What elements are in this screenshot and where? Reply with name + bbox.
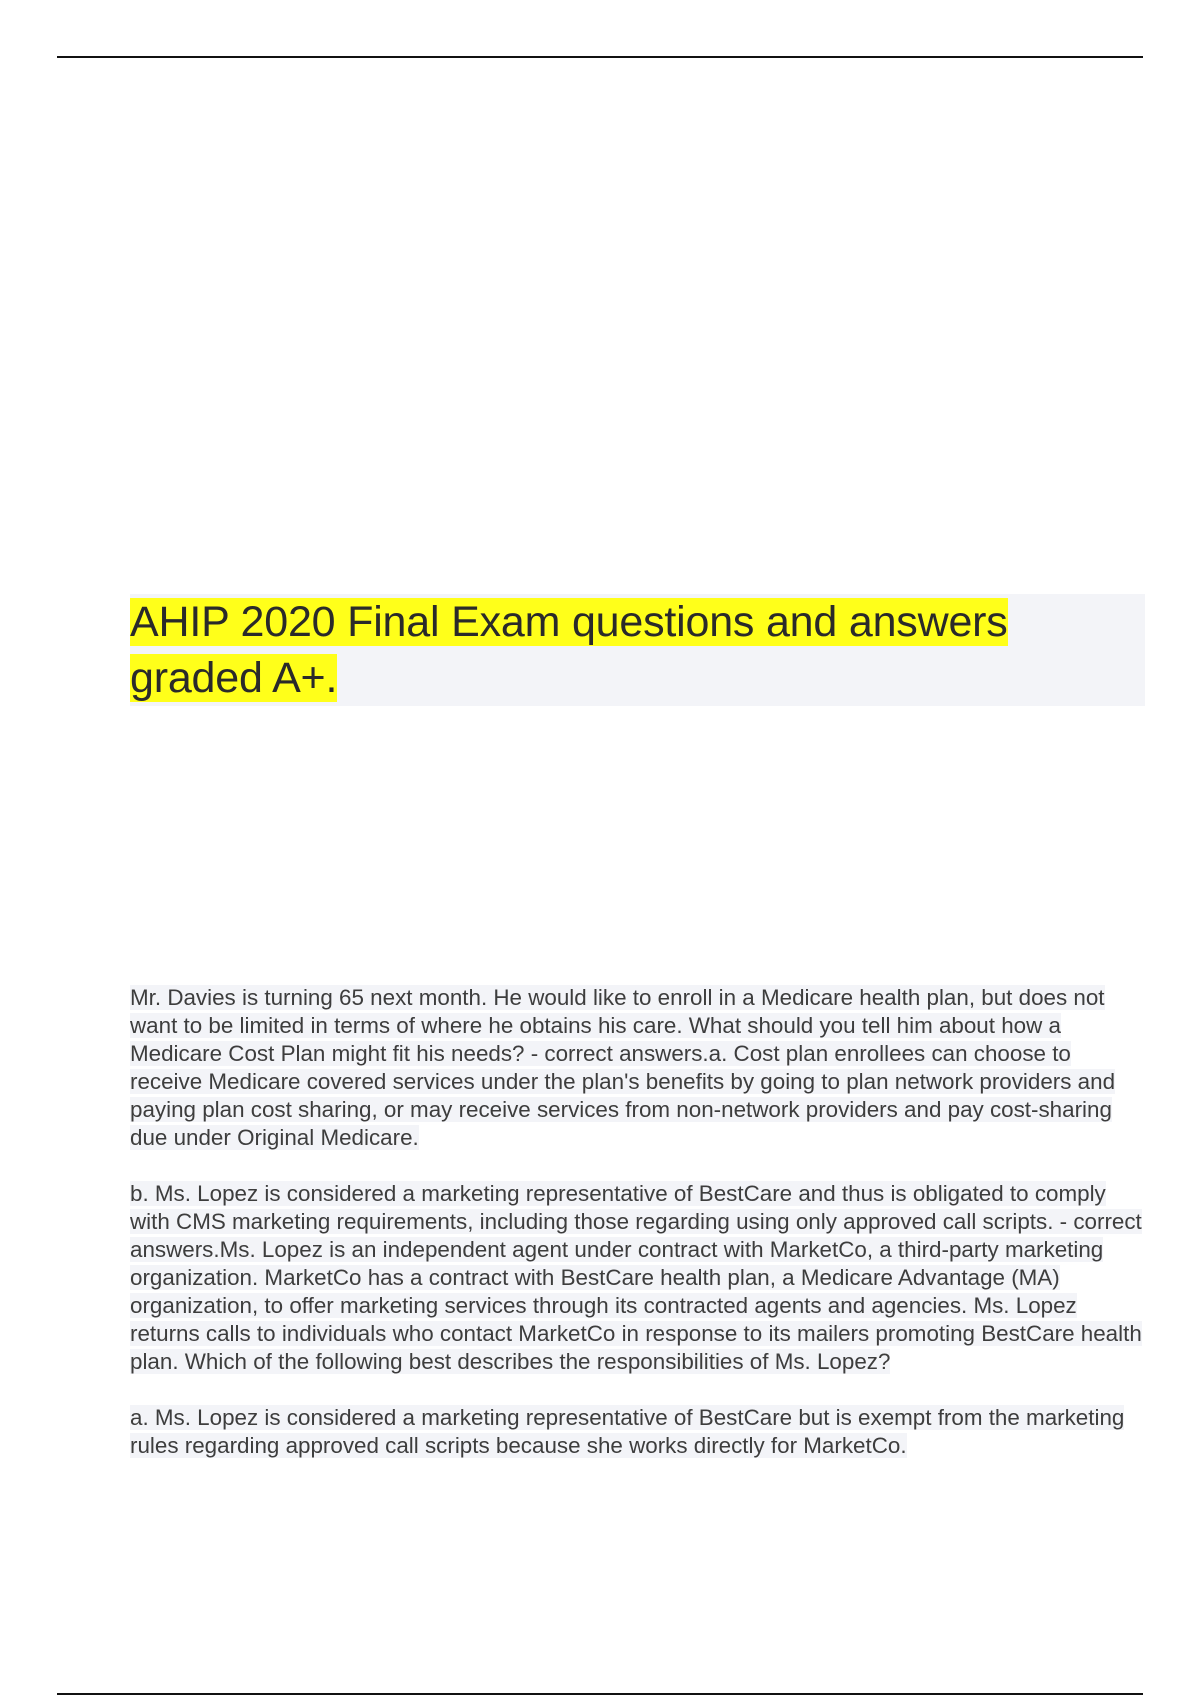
- document-title: [130, 594, 1145, 706]
- document-body: [130, 984, 1145, 1488]
- paragraph-1-text: Mr. Davies is turning 65 next month. He would like to enroll in a Medicare health plan, but does not want to be limited in terms of where he obtains his care. What should you tell him about how a Medicare Cost Plan might fit his needs? - correct answers.a. Cost plan enrollees can choose to receive Medicare covered services under the plan's benefits by going to plan network providers and paying plan cost sharing, or may receive services from non-network providers and pay cost-sharing due under Original Medicare.: [130, 985, 1116, 1150]
- title-block: [130, 594, 1145, 706]
- top-rule: [57, 56, 1143, 58]
- paragraph-3-text: a. Ms. Lopez is considered a marketing representative of BestCare but is exempt from the marketing rules regarding approved call scripts because she works directly for MarketCo.: [130, 1405, 1125, 1458]
- bottom-rule: [57, 1693, 1143, 1695]
- paragraph-2: [130, 1180, 1145, 1376]
- title-highlight: AHIP 2020 Final Exam questions and answers graded A+.: [130, 598, 1008, 702]
- paragraph-1: [130, 984, 1145, 1152]
- paragraph-2-text: b. Ms. Lopez is considered a marketing representative of BestCare and thus is obligated to comply with CMS marketing requirements, including those regarding using only approved call scripts. - correct answers.Ms. Lopez is an independent agent under contract with MarketCo, a third-party marketing organization. MarketCo has a contract with BestCare health plan, a Medicare Advantage (MA) organization, to offer marketing services through its contracted agents and agencies. Ms. Lopez returns calls to individuals who contact MarketCo in response to its mailers promoting BestCare health plan. Which of the following best describes the responsibilities of Ms. Lopez?: [130, 1181, 1142, 1374]
- paragraph-3: [130, 1404, 1145, 1460]
